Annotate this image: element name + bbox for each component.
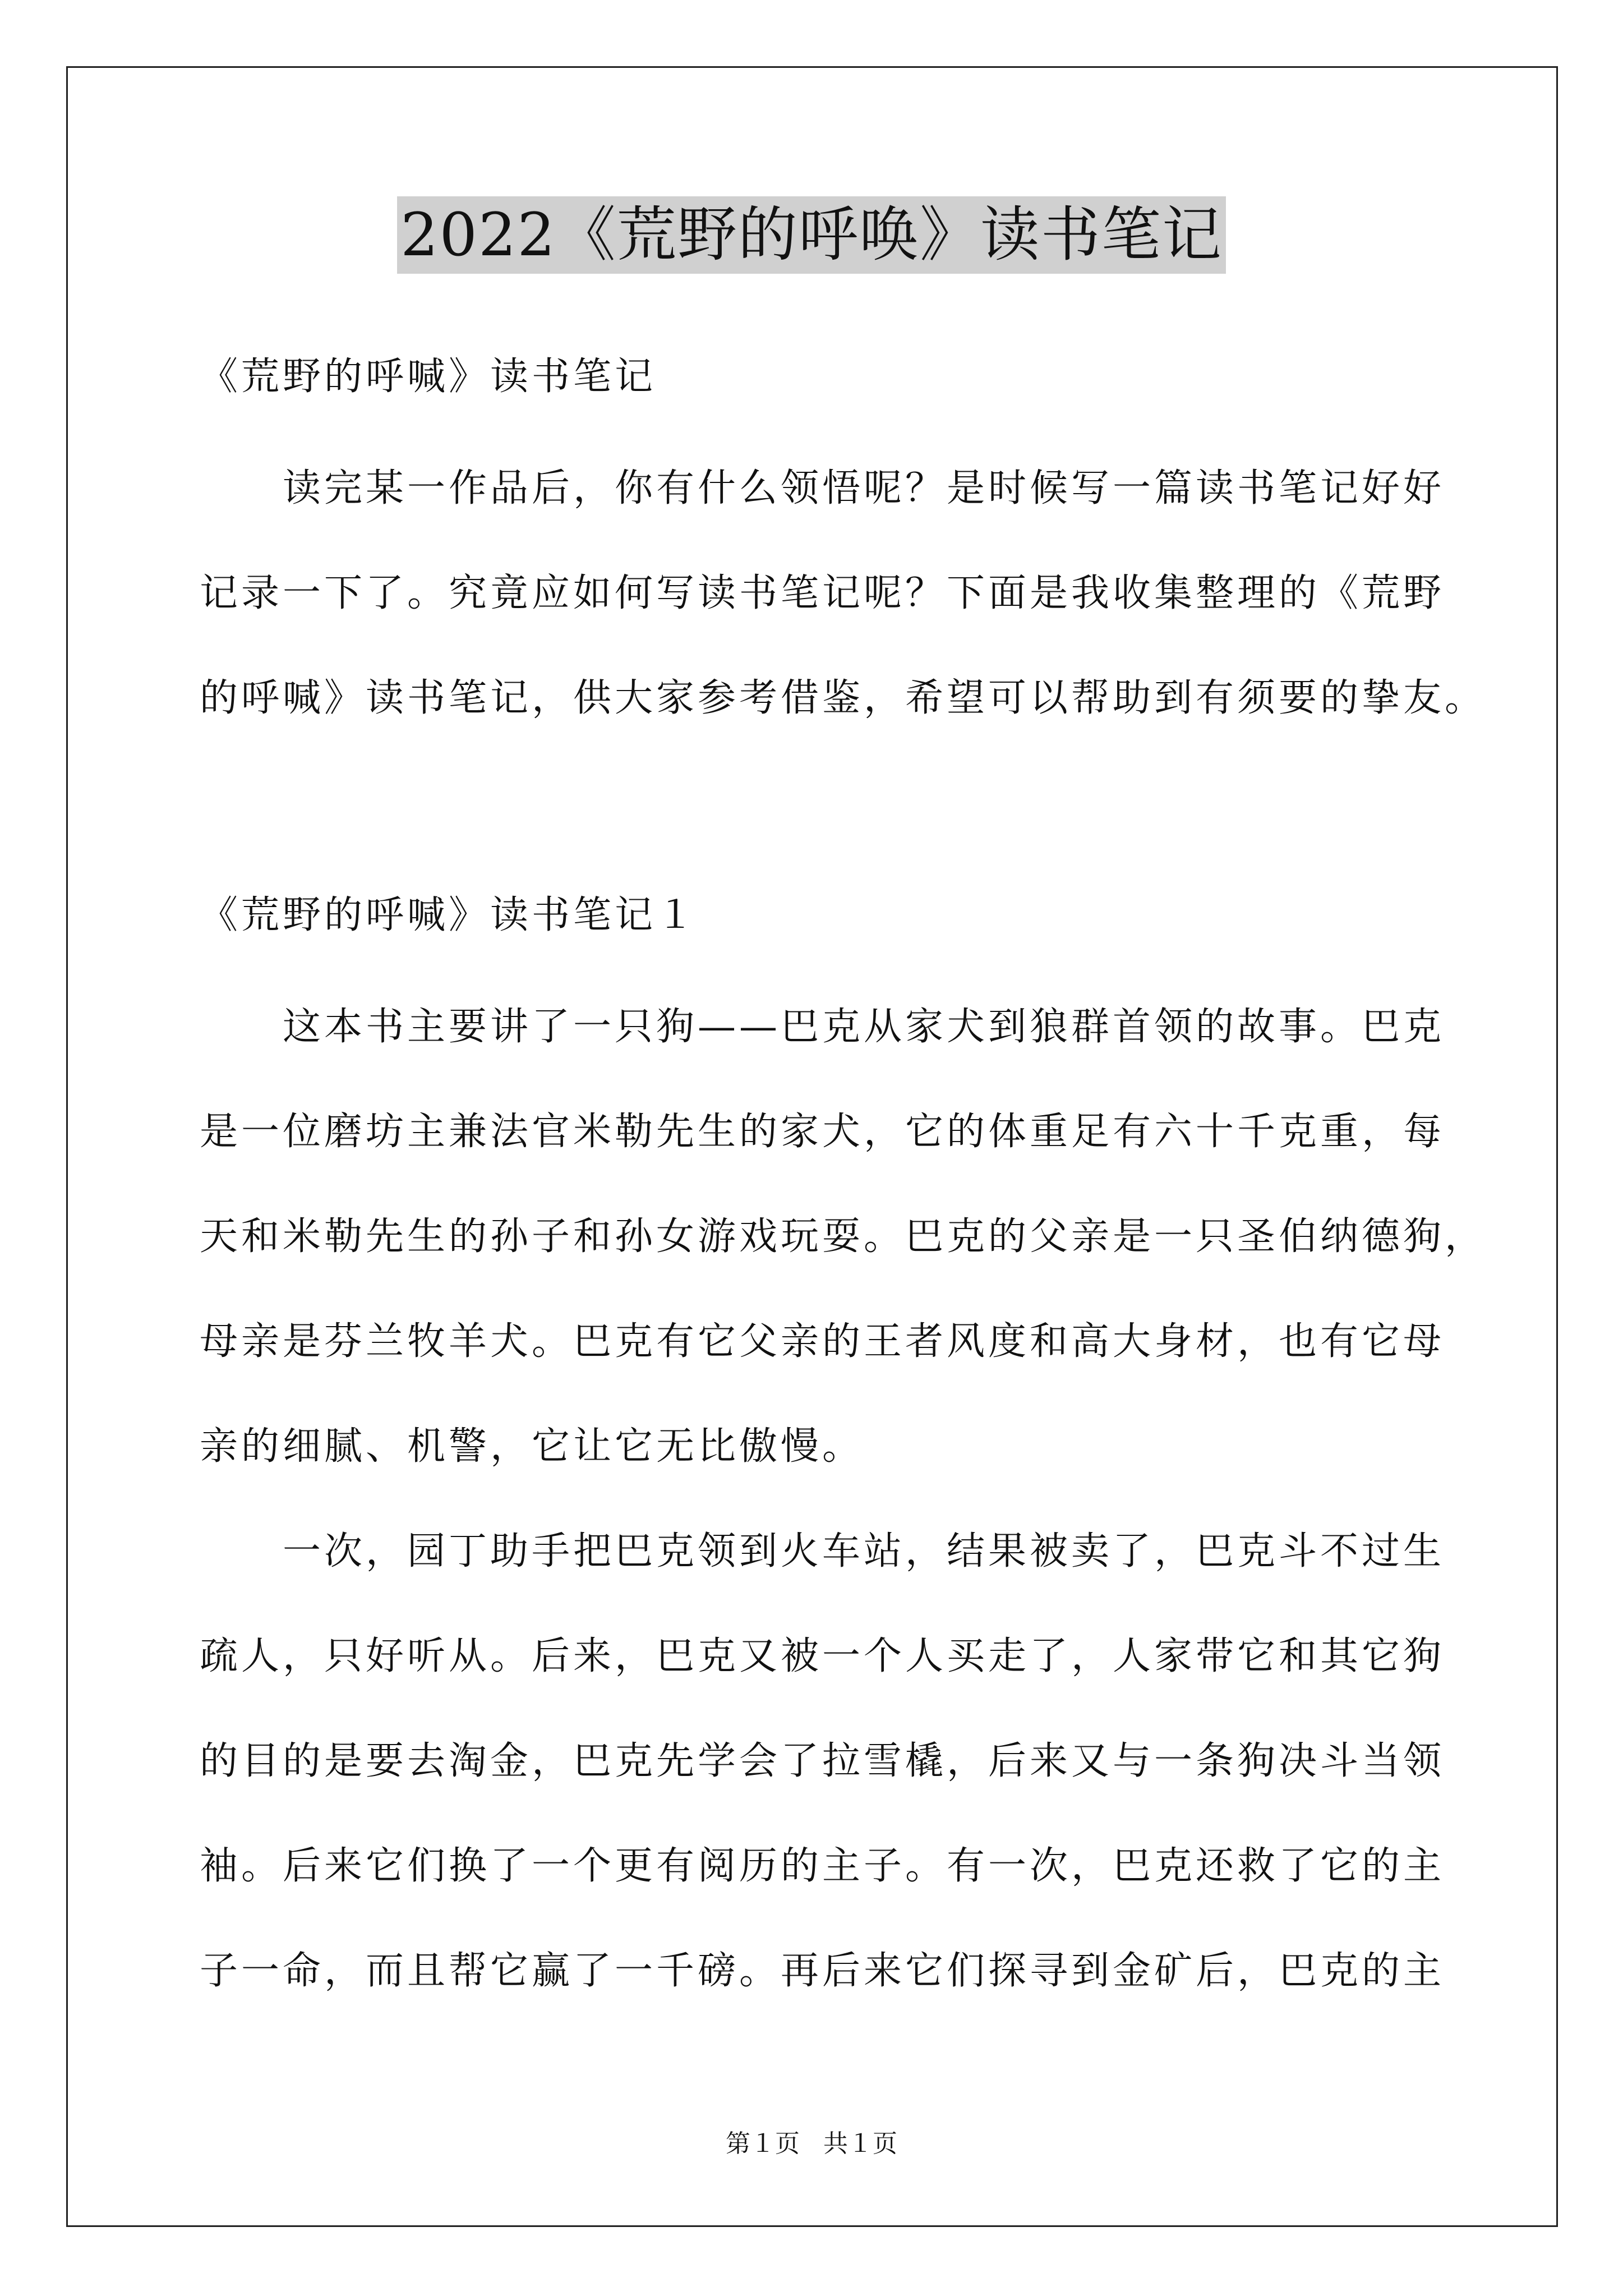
document-title: 2022《荒野的呼唤》读书笔记 — [397, 196, 1226, 274]
body-line-1: 这本书主要讲了一只狗——巴克从家犬到狼群首领的故事。巴克 — [200, 1005, 1445, 1049]
body-line-2: 是一位磨坊主兼法官米勒先生的家犬，它的体重足有六十千克重，每 — [200, 1110, 1445, 1154]
section-heading: 《荒野的呼喊》读书笔记１ — [200, 893, 698, 937]
body-line-10: 子一命，而且帮它赢了一千磅。再后来它们探寻到金矿后，巴克的主 — [200, 1949, 1445, 1993]
body-line-8: 的目的是要去淘金，巴克先学会了拉雪橇，后来又与一条狗决斗当领 — [200, 1739, 1445, 1783]
body-line-4: 母亲是芬兰牧羊犬。巴克有它父亲的王者风度和高大身材，也有它母 — [200, 1319, 1445, 1364]
page-footer — [0, 2127, 1623, 2161]
body-line-7: 疏人，只好听从。后来，巴克又被一个人买走了，人家带它和其它狗 — [200, 1634, 1445, 1678]
title-container — [0, 196, 1623, 274]
body-line-5: 亲的细腻、机警，它让它无比傲慢。 — [200, 1424, 864, 1469]
intro-line-2: 记录一下了。究竟应如何写读书笔记呢？下面是我收集整理的《荒野 — [200, 571, 1445, 615]
page-total: 共１页 — [823, 2129, 897, 2158]
page-number: 第１页 — [726, 2129, 800, 2158]
body-line-3: 天和米勒先生的孙子和孙女游戏玩耍。巴克的父亲是一只圣伯纳德狗， — [200, 1214, 1487, 1259]
body-line-6: 一次，园丁助手把巴克领到火车站，结果被卖了，巴克斗不过生 — [200, 1529, 1445, 1573]
intro-line-3: 的呼喊》读书笔记，供大家参考借鉴，希望可以帮助到有须要的挚友。 — [200, 676, 1487, 720]
subtitle: 《荒野的呼喊》读书笔记 — [200, 355, 657, 399]
body-line-9: 袖。后来它们换了一个更有阅历的主子。有一次，巴克还救了它的主 — [200, 1844, 1445, 1888]
intro-line-1: 读完某一作品后，你有什么领悟呢？是时候写一篇读书笔记好好 — [200, 466, 1445, 510]
